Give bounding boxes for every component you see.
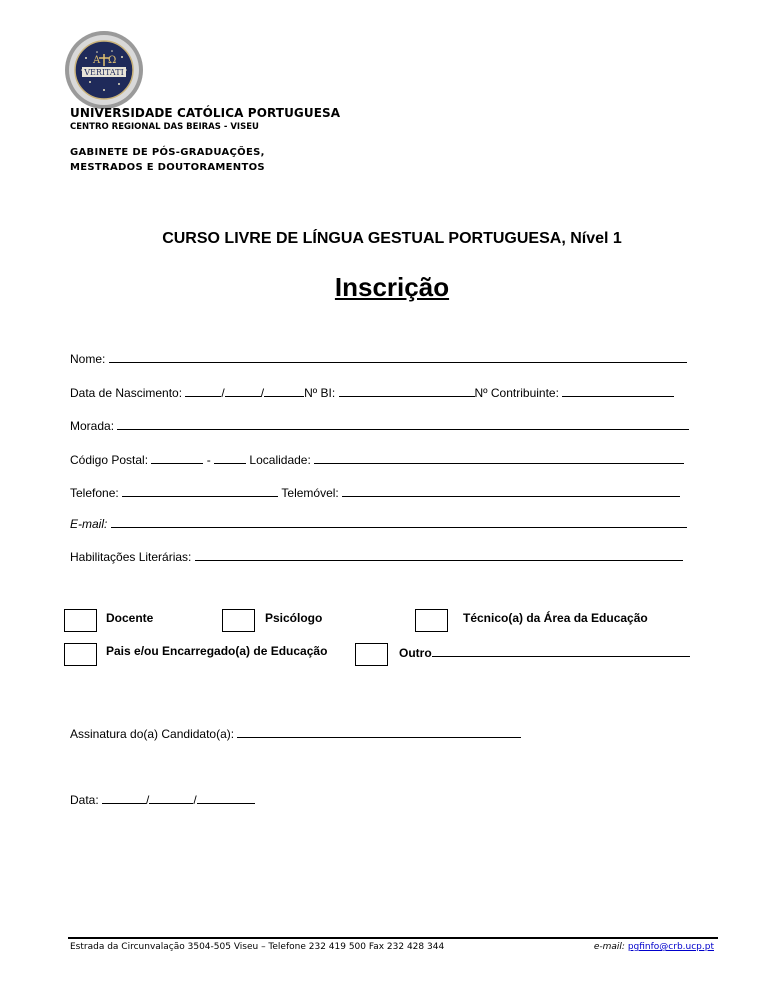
birth-id-row [70, 385, 674, 400]
date-month-line[interactable] [149, 792, 193, 804]
footer-contact [594, 942, 714, 952]
office-name-line1: GABINETE DE PÓS-GRADUAÇÕES, [70, 147, 265, 158]
psychologist-checkbox[interactable] [222, 609, 255, 632]
course-title: CURSO LIVRE DE LÍNGUA GESTUAL PORTUGUESA, Nível 1 [162, 230, 622, 247]
name-field-line[interactable] [109, 351, 687, 363]
taxpayer-field-line[interactable] [562, 385, 674, 397]
postal-code-label: Código Postal: [70, 453, 149, 467]
teacher-label: Docente [106, 611, 154, 625]
other-row [399, 644, 690, 660]
date-slash: / [146, 793, 150, 807]
signature-row [70, 726, 521, 741]
signature-label: Assinatura do(a) Candidato(a): [70, 727, 235, 741]
name-label: Nome: [70, 352, 106, 366]
name-row [70, 351, 687, 366]
date-row [70, 792, 255, 807]
birth-year-line[interactable] [264, 385, 304, 397]
form-title: Inscrição [334, 272, 450, 302]
locality-field-line[interactable] [314, 452, 684, 464]
education-technician-label: Técnico(a) da Área da Educação [463, 611, 648, 625]
qualifications-field-line[interactable] [195, 549, 683, 561]
qualifications-row [70, 549, 683, 564]
postal-dash: - [206, 453, 211, 467]
seal-motto: VERITATI [84, 68, 124, 77]
locality-label: Localidade: [249, 453, 311, 467]
mobile-field-line[interactable] [342, 485, 680, 497]
regional-center: CENTRO REGIONAL DAS BEIRAS - VISEU [70, 122, 259, 132]
education-technician-checkbox[interactable] [415, 609, 448, 632]
date-slash: / [193, 793, 197, 807]
phone-row [70, 485, 680, 500]
parents-checkbox[interactable] [64, 643, 97, 666]
date-slash: / [260, 386, 265, 400]
institution-name: UNIVERSIDADE CATÓLICA PORTUGUESA [70, 106, 341, 120]
date-label: Data: [70, 793, 99, 807]
footer-email-label: e-mail: [593, 942, 625, 952]
phone-field-line[interactable] [122, 485, 278, 497]
other-label: Outro [399, 646, 432, 660]
birth-date-label: Data de Nascimento: [70, 386, 183, 400]
postal-row [70, 452, 684, 467]
email-label: E-mail: [70, 517, 108, 531]
qualifications-label: Habilitações Literárias: [70, 550, 192, 564]
parents-label: Pais e/ou Encarregado(a) de Educação [106, 644, 328, 658]
teacher-checkbox[interactable] [64, 609, 97, 632]
phone-label: Telefone: [70, 486, 119, 500]
bi-label: Nº BI: [304, 386, 336, 400]
email-row [70, 516, 687, 531]
postal-suffix-line[interactable] [214, 452, 246, 464]
other-field-line[interactable] [432, 644, 690, 657]
date-day-line[interactable] [102, 792, 146, 804]
signature-field-line[interactable] [237, 726, 521, 738]
postal-code-line[interactable] [151, 452, 203, 464]
bi-field-line[interactable] [339, 385, 475, 397]
svg-text:Ω: Ω [108, 55, 117, 66]
birth-month-line[interactable] [225, 385, 261, 397]
footer-email-link[interactable]: pgfinfo@crb.ucp.pt [627, 942, 714, 952]
date-slash: / [221, 386, 225, 400]
svg-text:A: A [93, 55, 101, 66]
footer-divider [68, 937, 718, 939]
university-seal-logo [64, 30, 144, 110]
address-row [70, 418, 689, 433]
address-label: Morada: [70, 419, 115, 433]
mobile-label: Telemóvel: [281, 486, 339, 500]
office-name-line2: MESTRADOS E DOUTORAMENTOS [70, 162, 265, 173]
footer-address: Estrada da Circunvalação 3504-505 Viseu – Telefone 232 419 500 Fax 232 428 344 [70, 942, 445, 952]
psychologist-label: Psicólogo [265, 611, 323, 625]
date-year-line[interactable] [197, 792, 255, 804]
birth-day-line[interactable] [185, 385, 221, 397]
taxpayer-label: Nº Contribuinte: [474, 386, 559, 400]
other-checkbox[interactable] [355, 643, 388, 666]
address-field-line[interactable] [117, 418, 689, 430]
email-field-line[interactable] [111, 516, 687, 528]
